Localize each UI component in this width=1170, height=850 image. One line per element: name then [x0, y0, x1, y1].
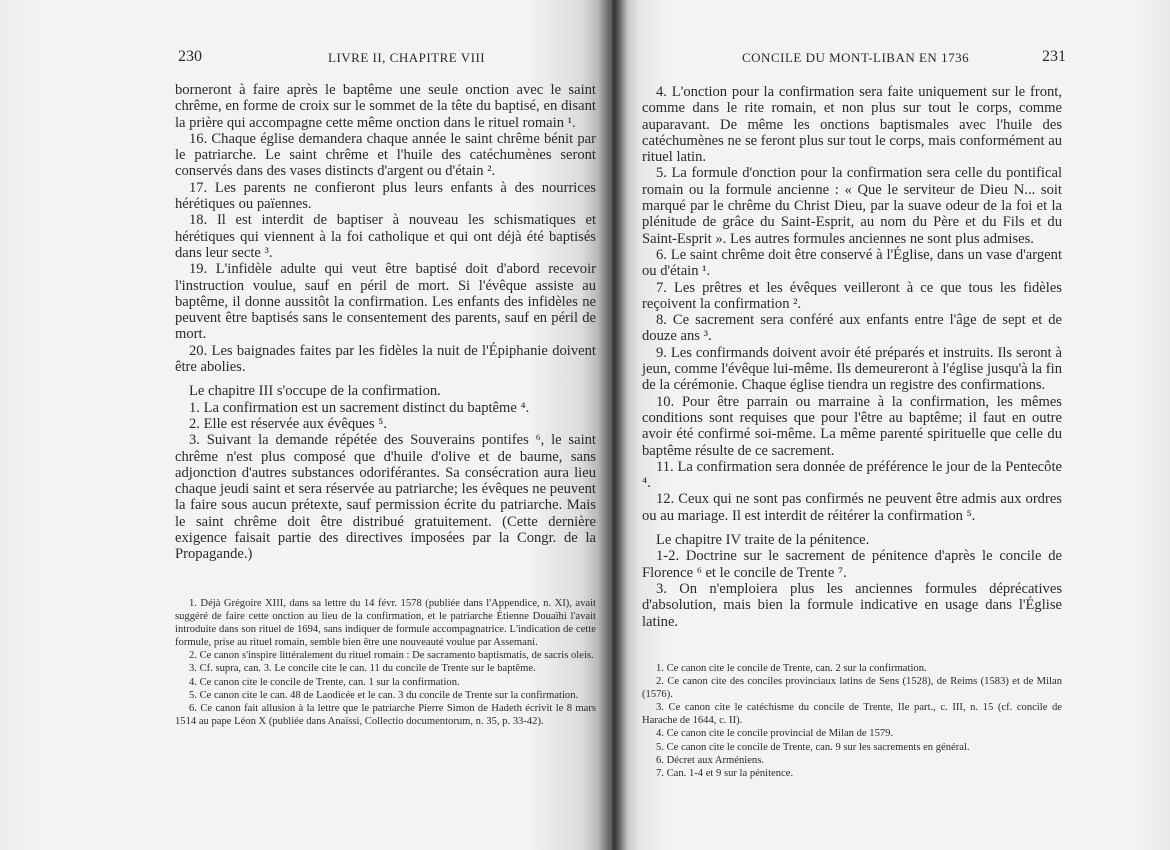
footnote: 4. Ce canon cite le concile provincial de Milan de 1579.	[656, 728, 894, 740]
paragraph: borneront à faire après le baptême une seule onction avec le saint chrême, en forme de croix sur le sommet de la tête du baptisé, en disant la prière qui accompagne cette même onction dans le rituel romain ¹.	[175, 82, 596, 131]
paragraph: 19. L'infidèle adulte qui veut être baptisé doit d'abord recevoir l'instruction voulue, sauf en péril de mort. Si l'évêque assiste au baptême, il donne aussitôt la confirmation. Les enfants des infidèles ne peuvent être baptisés sans le consentement des parents, sauf en péril de mort.	[175, 261, 596, 343]
paragraph: 16. Chaque église demandera chaque année le saint chrême bénit par le patriarche. Le saint chrême et l'huile des catéchumènes seront conservés dans des vases distincts d'argent ou d'étain ².	[175, 130, 596, 180]
footnote: 5. Ce canon cite le concile de Trente, can. 9 sur les sacrements en général.	[656, 741, 970, 753]
right-body-text	[642, 84, 1062, 630]
paragraph: 6. Le saint chrême doit être conservé à l'Église, dans un vase d'argent ou d'étain ¹.	[642, 246, 1062, 280]
paragraph: 2. Elle est réservée aux évêques ⁵.	[189, 415, 387, 432]
running-head-left: LIVRE II, CHAPITRE VIII	[328, 50, 486, 65]
right-footnotes	[642, 662, 1062, 780]
paragraph: 1-2. Doctrine sur le sacrement de pénitence d'après le concile de Florence ⁶ et le concile de Trente ⁷.	[642, 548, 1062, 581]
book-gutter	[598, 0, 628, 850]
footnote: 1. Ce canon cite le concile de Trente, can. 2 sur la confirmation.	[656, 663, 927, 674]
footnote: 1. Déjà Grégoire XIII, dans sa lettre du 14 févr. 1578 (publiée dans l'Appendice, n. XI), avait suggéré de faire cette onction au lieu de la confirmation, et le patriarche Étienne Douaïhi l'avait introduite dans son rituel de 1694, sans indiquer de formule accompagnatrice. L'indication de cette formule, prise au rituel romain, semble bien être une nouveauté voulue par Assemani.	[175, 598, 596, 649]
running-head-right: CONCILE DU MONT-LIBAN EN 1736	[742, 50, 970, 65]
paragraph: 20. Les baignades faites par les fidèles la nuit de l'Épiphanie doivent être abolies.	[175, 342, 596, 376]
paragraph: 9. Les confirmands doivent avoir été préparés et instruits. Ils seront à jeun, comme l'évêque lui-même. Ils demeureront à l'église jusqu'à la fin de la cérémonie. Chaque église tiendra un registre des confirmations.	[642, 344, 1062, 394]
paragraph: 12. Ceux qui ne sont pas confirmés ne peuvent être admis aux ordres ou au mariage. Il est interdit de réitérer la confirmation ⁵.	[642, 491, 1062, 524]
footnote: 3. Cf. supra, can. 3. Le concile cite le can. 11 du concile de Trente sur le baptême.	[189, 663, 536, 675]
paragraph: 17. Les parents ne confieront plus leurs enfants à des nourrices hérétiques ou païennes.	[175, 179, 596, 213]
page-number-left: 230	[178, 48, 202, 65]
paragraph: 4. L'onction pour la confirmation sera faite uniquement sur le front, comme dans le rite romain, et non plus sur tout le corps, comme auparavant. De même les onctions baptismales avec l'huile des catéchumènes ne se feront plus sur tout le corps, mais conformément au rituel latin.	[642, 84, 1062, 166]
paragraph: 11. La confirmation sera donnée de préférence le jour de la Pentecôte ⁴.	[642, 458, 1062, 492]
paragraph: 10. Pour être parrain ou marraine à la confirmation, les mêmes conditions sont requises que pour l'être au baptême; il faut en outre avoir été confirmé soi-même. La même parenté spirituelle que celle du baptême résulte de ce sacrement.	[642, 393, 1062, 459]
footnote: 7. Can. 1-4 et 9 sur la pénitence.	[656, 767, 794, 779]
left-footnotes	[175, 597, 596, 728]
chapter-heading: Le chapitre IV traite de la pénitence.	[656, 532, 870, 549]
footnote: 2. Ce canon s'inspire littéralement du rituel romain : De sacramento baptismatis, de sacris oleis.	[189, 650, 594, 662]
right-page	[612, 0, 1170, 850]
footnote: 4. Ce canon cite le concile de Trente, can. 1 sur la confirmation.	[189, 676, 460, 688]
chapter-heading: Le chapitre III s'occupe de la confirmation.	[189, 383, 441, 400]
page-number-right: 231	[1042, 48, 1066, 65]
footnote: 6. Décret aux Arméniens.	[656, 754, 764, 766]
footnote: 6. Ce canon fait allusion à la lettre que le patriarche Pierre Simon de Hadeth écrivit le 8 mars 1514 au pape Léon X (publiée dans Anaïssi, Collectio documentorum, n. 35, p. 33-42).	[175, 702, 596, 727]
paragraph: 1. La confirmation est un sacrement distinct du baptême ⁴.	[189, 399, 530, 416]
footnote: 2. Ce canon cite des conciles provinciaux latins de Sens (1528), de Reims (1583) et de Milan (1576).	[642, 676, 1062, 701]
footnote: 5. Ce canon cite le can. 48 de Laodicée et le can. 3 du concile de Trente sur la confirmation.	[189, 689, 579, 701]
paragraph: 18. Il est interdit de baptiser à nouveau les schismatiques et hérétiques qui viennent à la foi catholique et qui ont déjà été baptisés dans leur secte ³.	[175, 212, 596, 261]
footnote: 3. Ce canon cite le catéchisme du concile de Trente, IIe part., c. III, n. 15 (cf. concile de Harache de 1644, c. II).	[642, 702, 1062, 727]
paragraph: 7. Les prêtres et les évêques veilleront à ce que tous les fidèles reçoivent la confirmation ².	[642, 279, 1062, 312]
paragraph: 3. On n'emploiera plus les anciennes formules déprécatives d'absolution, mais bien la formule indicative en usage dans l'Église latine.	[642, 580, 1062, 630]
paragraph: 8. Ce sacrement sera conféré aux enfants entre l'âge de sept et de douze ans ³.	[642, 312, 1062, 345]
paragraph: 3. Suivant la demande répétée des Souverains pontifes ⁶, le saint chrême n'est plus composé que d'huile d'olive et de baume, sans adjonction d'autres substances odoriférantes. Sa consécration aura lieu chaque jeudi saint et sera réservée au patriarche; les évêques ne peuvent la faire sous aucun prétexte, sauf permission écrite du patriarche. Mais le saint chrême doit être distribué gratuitement. (Cette dernière exigence faisait partie des directives imposées par la Congr. de la Propagande.)	[175, 432, 596, 563]
left-body-text	[175, 82, 596, 563]
paragraph: 5. La formule d'onction pour la confirmation sera celle du pontifical romain ou la formule ancienne : « Que le serviteur de Dieu N... soit marqué par le chrême du Christ Dieu, par la suave odeur de la foi et la plénitude de grâce du Saint-Esprit, au nom du Père et du Fils et du Saint-Esprit ». Les autres formules anciennes ne sont plus admises.	[642, 165, 1062, 247]
